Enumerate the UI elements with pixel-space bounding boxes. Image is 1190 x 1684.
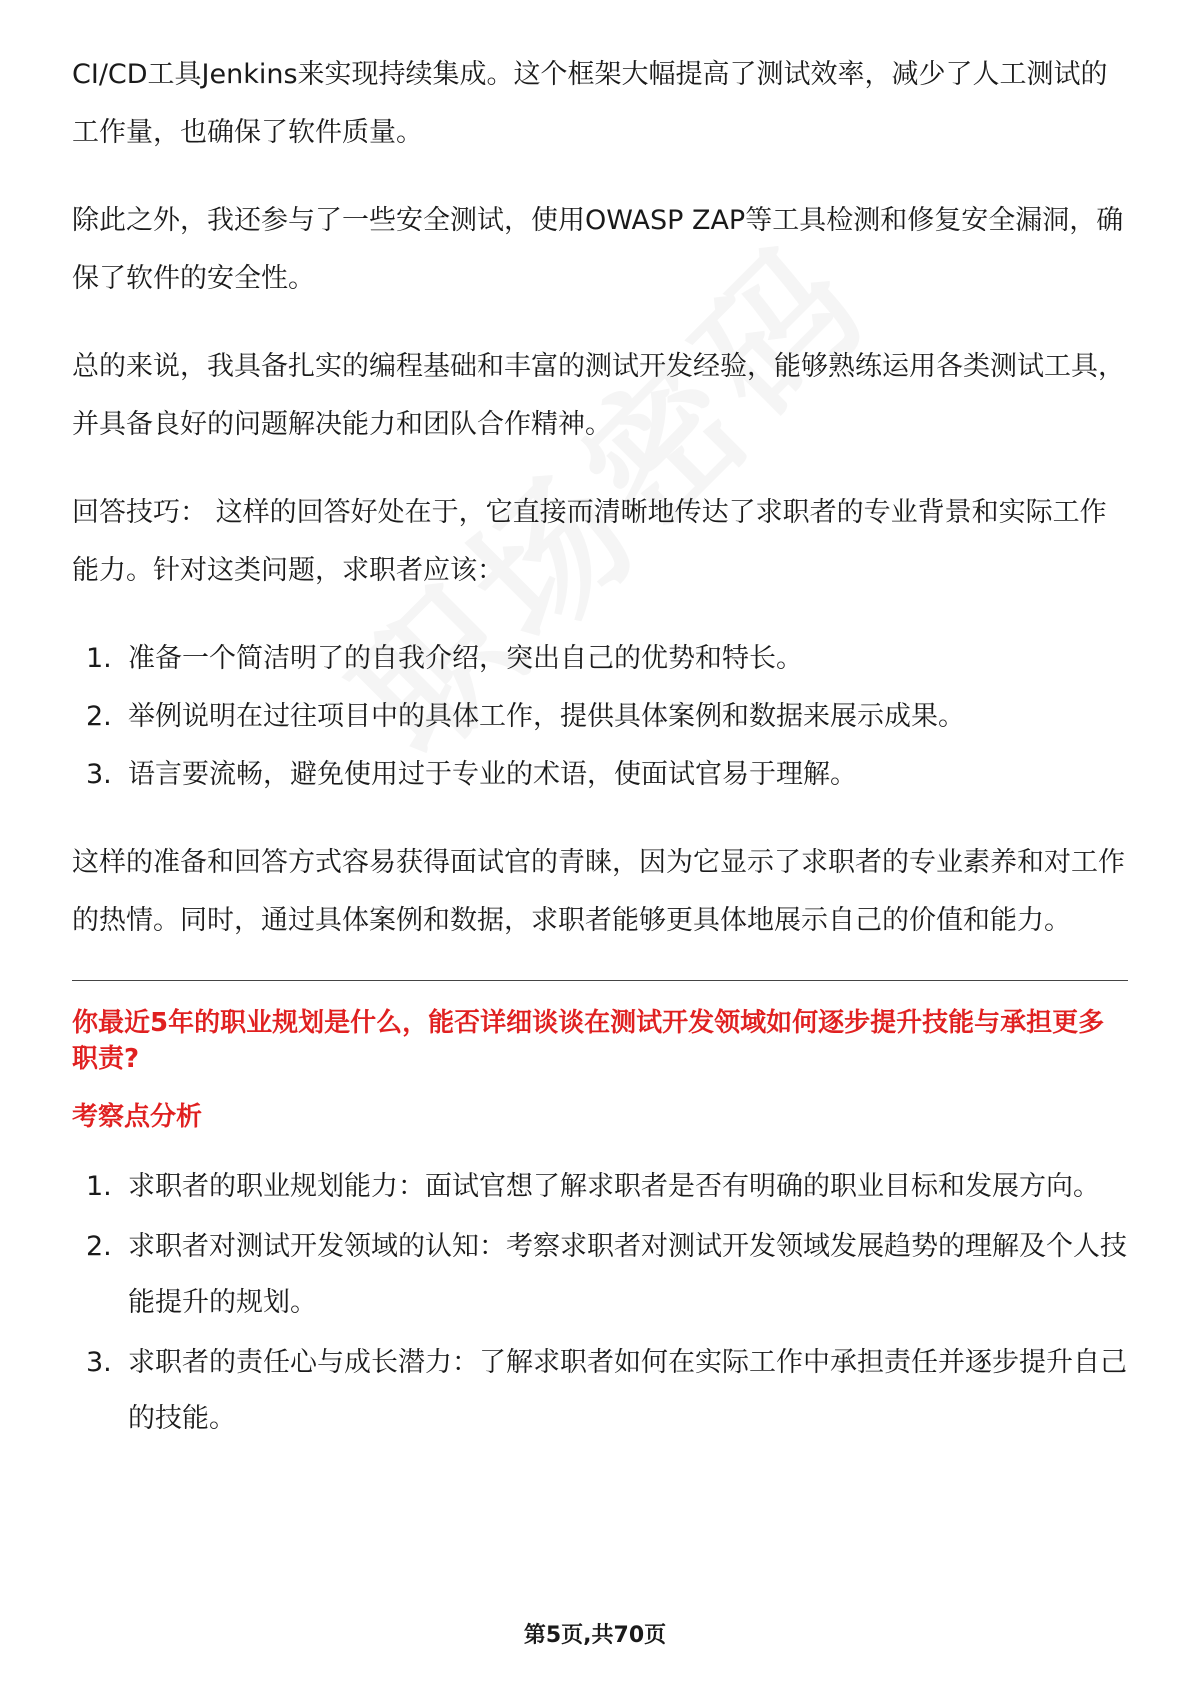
paragraph: 总的来说，我具备扎实的编程基础和丰富的测试开发经验，能够熟练运用各类测试工具，并具备良好的问题解决能力和团队合作精神。 bbox=[72, 351, 1125, 440]
list-number: 1. bbox=[86, 643, 112, 674]
list-item-text: 准备一个简洁明了的自我介绍，突出自己的优势和特长。 bbox=[128, 643, 803, 674]
section-divider bbox=[72, 980, 1128, 981]
list-number: 1. bbox=[86, 1171, 112, 1202]
list-number: 3. bbox=[86, 759, 112, 790]
question-heading: 你最近5年的职业规划是什么，能否详细谈谈在测试开发领域如何逐步提升技能与承担更多职责? bbox=[72, 1008, 1105, 1074]
paragraph: 除此之外，我还参与了一些安全测试，使用OWASP ZAP等工具检测和修复安全漏洞，确保了软件的安全性。 bbox=[72, 205, 1124, 294]
list-item-text: 语言要流畅，避免使用过于专业的术语，使面试官易于理解。 bbox=[128, 759, 857, 790]
list-number: 2. bbox=[86, 1231, 112, 1262]
list-item-text: 求职者对测试开发领域的认知：考察求职者对测试开发领域发展趋势的理解及个人技能提升的规划。 bbox=[128, 1231, 1127, 1318]
list-item bbox=[72, 1335, 1128, 1447]
list-item-text: 举例说明在过往项目中的具体工作，提供具体案例和数据来展示成果。 bbox=[128, 701, 965, 732]
paragraph: CI/CD工具Jenkins来实现持续集成。这个框架大幅提高了测试效率，减少了人工测试的工作量，也确保了软件质量。 bbox=[72, 59, 1108, 148]
analysis-list bbox=[72, 1159, 1128, 1447]
tips-list bbox=[72, 630, 1128, 804]
list-number: 2. bbox=[86, 701, 112, 732]
list-item bbox=[72, 630, 1128, 688]
list-item bbox=[72, 1159, 1128, 1215]
list-item bbox=[72, 688, 1128, 746]
page-number: 第5页,共70页 bbox=[523, 1623, 667, 1648]
list-item bbox=[72, 1219, 1128, 1331]
list-item-text: 求职者的职业规划能力：面试官想了解求职者是否有明确的职业目标和发展方向。 bbox=[128, 1171, 1100, 1202]
paragraph: 这样的准备和回答方式容易获得面试官的青睐，因为它显示了求职者的专业素养和对工作的热情。同时，通过具体案例和数据，求职者能够更具体地展示自己的价值和能力。 bbox=[72, 847, 1125, 936]
page-content bbox=[72, 46, 1128, 1477]
list-number: 3. bbox=[86, 1347, 112, 1378]
list-item-text: 求职者的责任心与成长潜力：了解求职者如何在实际工作中承担责任并逐步提升自己的技能。 bbox=[128, 1347, 1127, 1434]
list-item bbox=[72, 746, 1128, 804]
analysis-heading: 考察点分析 bbox=[72, 1102, 203, 1132]
answer-tips-paragraph: 回答技巧： 这样的回答好处在于，它直接而清晰地传达了求职者的专业背景和实际工作能力。针对这类问题，求职者应该： bbox=[72, 497, 1107, 586]
